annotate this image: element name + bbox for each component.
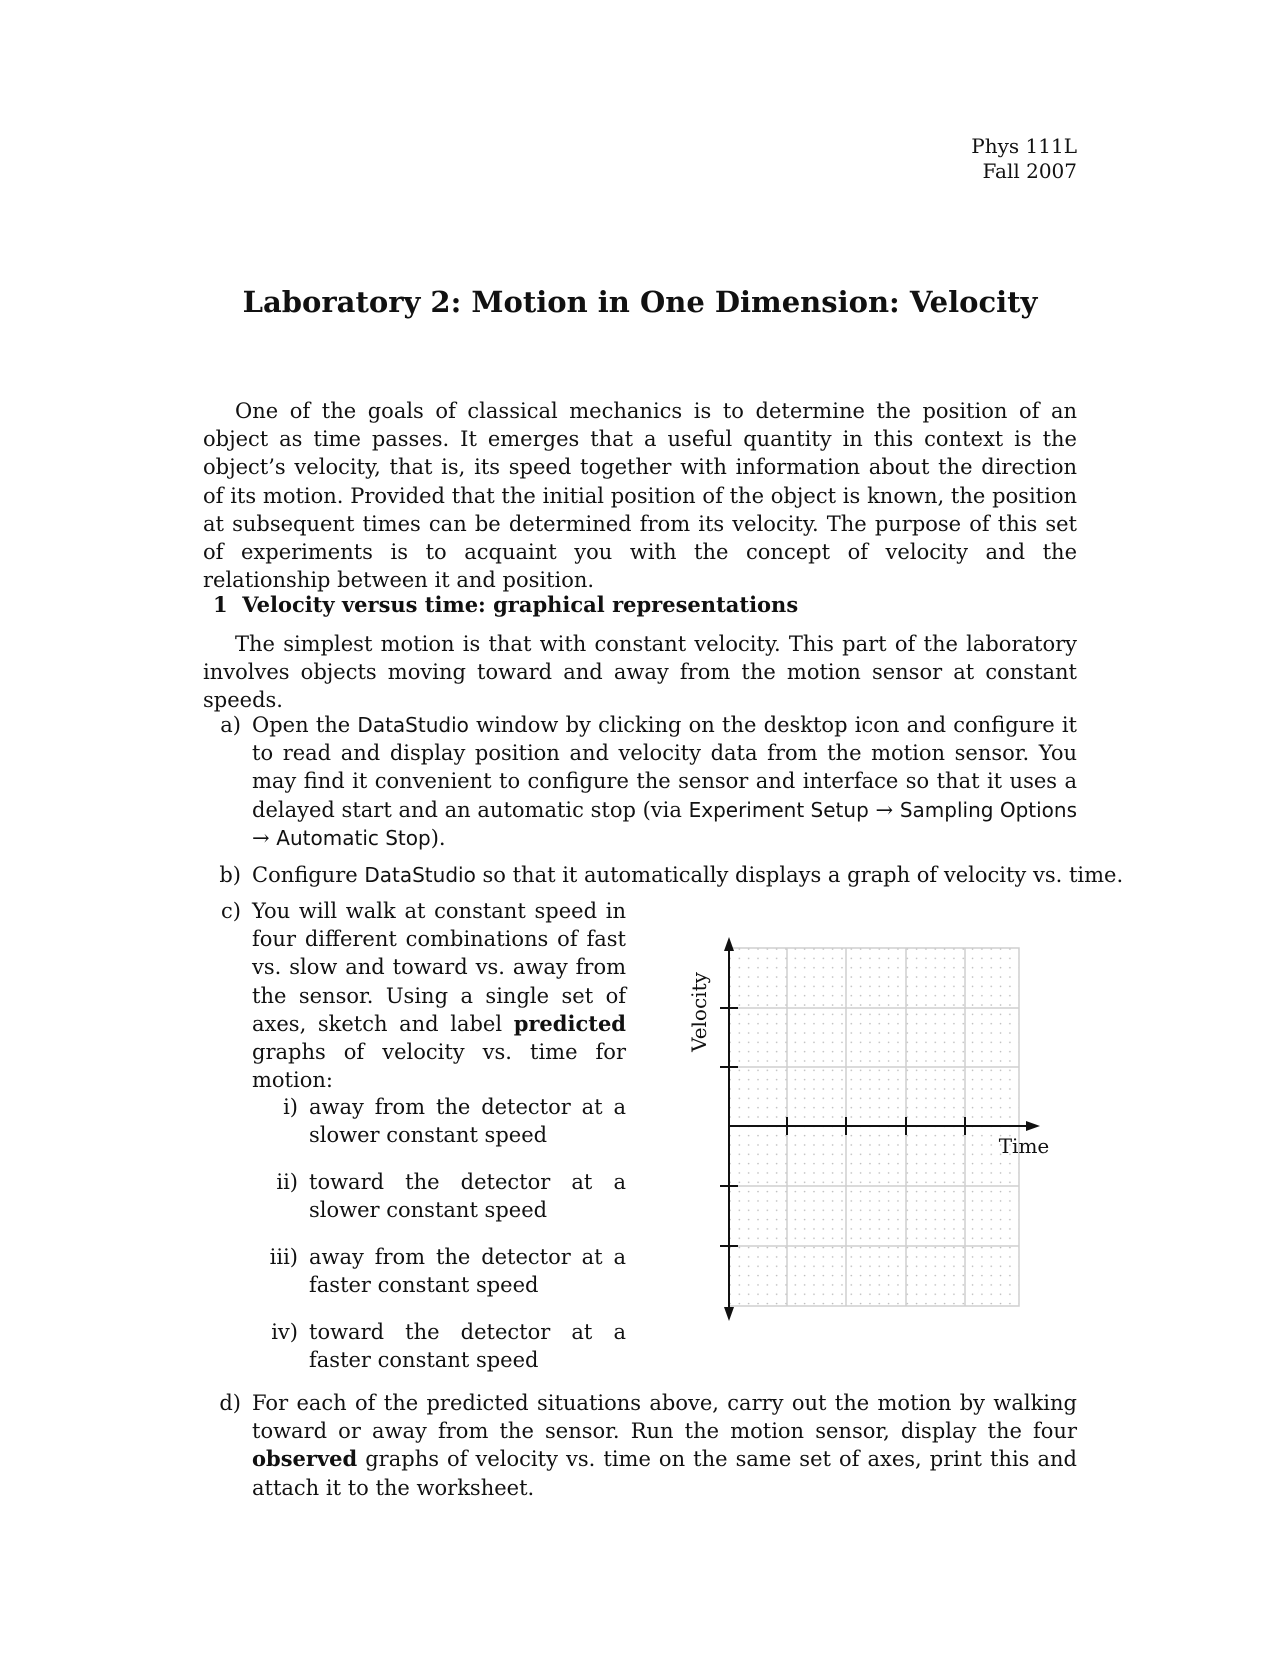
- subitem-i-label: i): [283, 1095, 298, 1119]
- subitem-iv: toward the detector at a faster constant speed: [309, 1320, 626, 1373]
- item-d-label: d): [219, 1391, 241, 1415]
- course-header: [971, 134, 1077, 184]
- item-a-text-3: ).: [430, 825, 446, 850]
- item-c-text-2: graphs of velocity vs. time for motion:: [252, 1040, 626, 1093]
- item-a-text-2: window by clicking on the desktop icon and configure it to read and display position and velocity data from the motion sensor. You may find it convenient to configure the sensor and interface so that it uses a delayed start and an automatic stop (via: [252, 713, 1077, 822]
- course-name: Phys 111L: [971, 134, 1077, 158]
- datastudio-name: DataStudio: [357, 713, 469, 737]
- x-axis-arrow: [1026, 1121, 1040, 1131]
- item-b: [252, 861, 1124, 889]
- section-1-heading: [213, 592, 798, 617]
- menu-sampling-options: Sampling Options: [899, 797, 1077, 822]
- item-a: [252, 711, 1077, 852]
- page-title: Laboratory 2: Motion in One Dimension: Velocity: [242, 285, 1038, 319]
- subitem-i: away from the detector at a slower constant speed: [309, 1095, 626, 1148]
- velocity-time-axes: [673, 928, 1053, 1328]
- item-d-text-2: graphs of velocity vs. time on the same set of axes, print this and attach it to the worksheet.: [252, 1447, 1077, 1500]
- menu-automatic-stop: Automatic Stop: [276, 825, 431, 850]
- section-1-intro: The simplest motion is that with constant velocity. This part of the laboratory involves objects moving toward and away from the motion sensor at constant speeds.: [203, 632, 1077, 713]
- section-heading-text: Velocity versus time: graphical representations: [242, 592, 799, 617]
- y-axis-arrow-up: [724, 937, 734, 951]
- subitem-ii: toward the detector at a slower constant speed: [309, 1170, 626, 1223]
- dot-grid: [729, 948, 1019, 1308]
- item-c-label: c): [221, 899, 241, 923]
- intro-paragraph: One of the goals of classical mechanics is to determine the position of an object as time passes. It emerges that a useful quantity in this context is the object’s velocity, that is, its speed together with information about the direction of its motion. Provided that the initial position of the object is known, the position at subsequent times can be determined from its velocity. The purpose of this set of experiments is to acquaint you with the concept of velocity and the relationship between it and position.: [203, 399, 1077, 593]
- arrow-1: →: [875, 797, 894, 822]
- y-axis-arrow-down: [724, 1307, 734, 1321]
- item-b-label: b): [219, 863, 241, 887]
- observed-bold: observed: [252, 1446, 358, 1472]
- item-b-text-1: Configure: [252, 863, 365, 887]
- y-axis-label: Velocity: [687, 972, 711, 1052]
- item-d-text-1: For each of the predicted situations above, carry out the motion by walking toward or away from the sensor. Run the motion sensor, display the four: [252, 1391, 1077, 1444]
- item-d: [252, 1389, 1077, 1502]
- subitem-ii-label: ii): [276, 1170, 298, 1194]
- x-axis-label: Time: [998, 1134, 1050, 1158]
- predicted-bold: predicted: [513, 1010, 626, 1036]
- course-term: Fall 2007: [982, 159, 1077, 183]
- menu-experiment-setup: Experiment Setup: [688, 797, 869, 822]
- subitem-iv-label: iv): [271, 1320, 298, 1344]
- subitem-iii-label: iii): [269, 1245, 298, 1269]
- item-c-text-1: You will walk at constant speed in four different combinations of fast vs. slow and toward vs. away from the sensor. Using a single set of axes, sketch and label: [252, 899, 626, 1036]
- item-a-label: a): [220, 713, 241, 737]
- datastudio-name: DataStudio: [364, 863, 476, 887]
- item-c: [252, 897, 626, 1094]
- item-a-text-1: Open the: [252, 713, 358, 737]
- item-b-text-2: so that it automatically displays a graph of velocity vs. time.: [475, 863, 1124, 887]
- subitem-iii: away from the detector at a faster constant speed: [309, 1245, 626, 1298]
- arrow-2: →: [252, 825, 270, 850]
- section-number: 1: [213, 592, 228, 617]
